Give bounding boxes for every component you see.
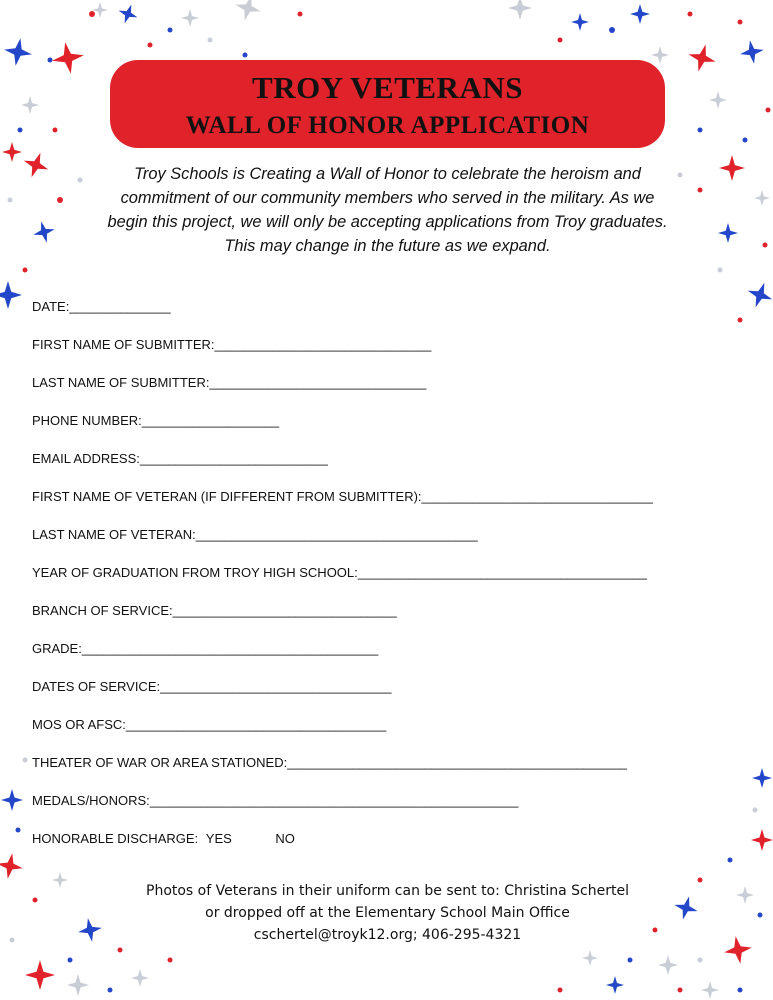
confetti-dot: [68, 958, 73, 963]
graduation-year-field[interactable]: [32, 563, 732, 601]
field-label: PHONE NUMBER:: [32, 413, 142, 428]
mos-afsc-field[interactable]: [32, 715, 732, 753]
confetti-dot: [78, 178, 83, 183]
star-icon: [571, 13, 589, 31]
star-icon: [131, 969, 149, 987]
field-blank[interactable]: ___________________: [141, 413, 280, 428]
confetti-dot: [208, 38, 213, 43]
footer-line-2: or dropped off at the Elementary School Main Office: [205, 905, 570, 921]
star-icon: [52, 42, 84, 74]
confetti-dot: [48, 58, 53, 63]
honorable-discharge-field: [32, 829, 732, 853]
confetti-dot: [558, 38, 563, 43]
star-icon: [689, 45, 716, 72]
star-icon: [78, 918, 102, 942]
intro-paragraph: Troy Schools is Creating a Wall of Honor to celebrate the heroism and commitment of our community members who served in the military. As we begin this project, we will only be accepting applications from Troy graduates. This may change in the future as we expand.: [107, 165, 668, 255]
confetti-dot: [698, 958, 703, 963]
confetti-dot: [168, 28, 173, 33]
confetti-dot: [298, 12, 303, 17]
confetti-dot: [10, 938, 15, 943]
branch-of-service-field[interactable]: [32, 601, 732, 639]
confetti-dot: [118, 948, 123, 953]
confetti-dot: [8, 198, 13, 203]
field-blank[interactable]: _________________________________________: [81, 641, 379, 656]
star-icon: [718, 223, 738, 243]
phone-number-field[interactable]: [32, 411, 732, 449]
field-label: MEDALS/HONORS:: [32, 793, 150, 808]
field-blank[interactable]: ______________: [69, 299, 171, 314]
field-blank[interactable]: _______________________________________________: [287, 755, 628, 770]
confetti-dot: [16, 828, 21, 833]
star-icon: [52, 872, 68, 888]
veteran-last-name-field[interactable]: [32, 525, 732, 563]
footer-email-phone[interactable]: cschertel@troyk12.org; 406-295-4321: [253, 927, 522, 943]
confetti-dot: [688, 12, 693, 17]
confetti-dot: [57, 197, 63, 203]
confetti-dot: [168, 958, 173, 963]
application-form: [32, 297, 732, 853]
confetti-dot: [243, 53, 248, 58]
field-label: LAST NAME OF VETERAN:: [32, 527, 196, 542]
star-icon: [33, 221, 54, 242]
submitter-first-name-field[interactable]: [32, 335, 732, 373]
confetti-dot: [678, 173, 683, 178]
star-icon: [719, 155, 745, 181]
star-icon: [630, 4, 650, 24]
title-line-2: WALL OF HONOR APPLICATION: [185, 112, 590, 139]
star-icon: [2, 142, 22, 162]
star-icon: [651, 46, 669, 64]
star-icon: [508, 0, 532, 20]
confetti-dot: [763, 243, 768, 248]
date-field[interactable]: [32, 297, 732, 335]
confetti-dot: [108, 988, 113, 993]
submitter-last-name-field[interactable]: [32, 373, 732, 411]
star-icon: [21, 96, 39, 114]
confetti-dot: [53, 128, 58, 133]
field-blank[interactable]: ________________________________________: [357, 565, 647, 580]
star-icon: [181, 9, 199, 27]
veteran-first-name-field[interactable]: [32, 487, 732, 525]
confetti-dot: [89, 11, 95, 17]
star-icon: [119, 5, 138, 24]
star-icon: [67, 974, 89, 996]
discharge-yes-option[interactable]: YES: [205, 831, 232, 846]
field-label: GRADE:: [32, 641, 82, 656]
field-label: LAST NAME OF SUBMITTER:: [32, 375, 210, 390]
field-label: YEAR OF GRADUATION FROM TROY HIGH SCHOOL:: [32, 565, 358, 580]
confetti-dot: [628, 958, 633, 963]
title-line-1: TROY VETERANS: [252, 70, 523, 105]
grade-field[interactable]: [32, 639, 732, 677]
confetti-dot: [738, 20, 743, 25]
star-icon: [4, 38, 32, 66]
confetti-dot: [148, 43, 153, 48]
star-icon: [658, 955, 678, 975]
star-icon: [709, 91, 727, 109]
star-icon: [0, 853, 23, 879]
field-blank[interactable]: _______________________________________: [195, 527, 478, 542]
confetti-dot: [698, 878, 703, 883]
email-address-field[interactable]: [32, 449, 732, 487]
theater-of-war-field[interactable]: [32, 753, 732, 791]
field-blank[interactable]: ____________________________________: [125, 717, 387, 732]
confetti-dot: [558, 988, 563, 993]
star-icon: [752, 768, 772, 788]
field-blank[interactable]: ________________________________: [160, 679, 392, 694]
star-icon: [606, 976, 624, 994]
field-label: FIRST NAME OF SUBMITTER:: [32, 337, 215, 352]
discharge-no-option[interactable]: NO: [275, 831, 295, 846]
star-icon: [1, 789, 23, 811]
field-blank[interactable]: ___________________________________________________: [149, 793, 519, 808]
field-label: THEATER OF WAR OR AREA STATIONED:: [32, 755, 288, 770]
field-blank[interactable]: ________________________________: [421, 489, 653, 504]
confetti-dot: [23, 758, 28, 763]
star-icon: [24, 153, 48, 177]
star-icon: [674, 896, 697, 919]
confetti-dot: [678, 988, 683, 993]
discharge-label: HONORABLE DISCHARGE:: [32, 831, 199, 846]
confetti-dot: [738, 318, 743, 323]
confetti-dot: [738, 988, 743, 993]
field-label: DATE:: [32, 299, 70, 314]
confetti-dot: [743, 138, 748, 143]
confetti-dot: [609, 27, 615, 33]
field-label: FIRST NAME OF VETERAN (IF DIFFERENT FROM SUBMITTER):: [32, 489, 422, 504]
submission-info: [100, 880, 675, 946]
field-blank[interactable]: ______________________________: [209, 375, 427, 390]
confetti-dot: [33, 898, 38, 903]
star-icon: [724, 936, 752, 964]
star-icon: [736, 886, 754, 904]
star-icon: [740, 40, 764, 64]
confetti-dot: [758, 913, 763, 918]
field-label: BRANCH OF SERVICE:: [32, 603, 173, 618]
star-icon: [582, 950, 598, 966]
field-blank[interactable]: ______________________________: [214, 337, 432, 352]
field-label: MOS OR AFSC:: [32, 717, 126, 732]
field-label: EMAIL ADDRESS:: [32, 451, 140, 466]
star-icon: [701, 981, 719, 999]
star-icon: [748, 283, 772, 307]
confetti-dot: [728, 858, 733, 863]
footer-line-1: Photos of Veterans in their uniform can be sent to: Christina Schertel: [146, 883, 629, 899]
field-label: DATES OF SERVICE:: [32, 679, 161, 694]
field-blank[interactable]: _______________________________: [172, 603, 397, 618]
star-icon: [235, 0, 260, 21]
field-blank[interactable]: __________________________: [139, 451, 328, 466]
star-icon: [754, 190, 770, 206]
star-icon: [751, 829, 773, 851]
star-icon: [25, 960, 55, 990]
confetti-dot: [766, 108, 771, 113]
confetti-dot: [753, 808, 758, 813]
dates-of-service-field[interactable]: [32, 677, 732, 715]
confetti-dot: [718, 268, 723, 273]
star-icon: [0, 281, 22, 309]
confetti-dot: [698, 188, 703, 193]
confetti-dot: [698, 128, 703, 133]
title-banner: [110, 60, 665, 148]
confetti-dot: [23, 268, 28, 273]
medals-honors-field[interactable]: [32, 791, 732, 829]
confetti-dot: [18, 128, 23, 133]
